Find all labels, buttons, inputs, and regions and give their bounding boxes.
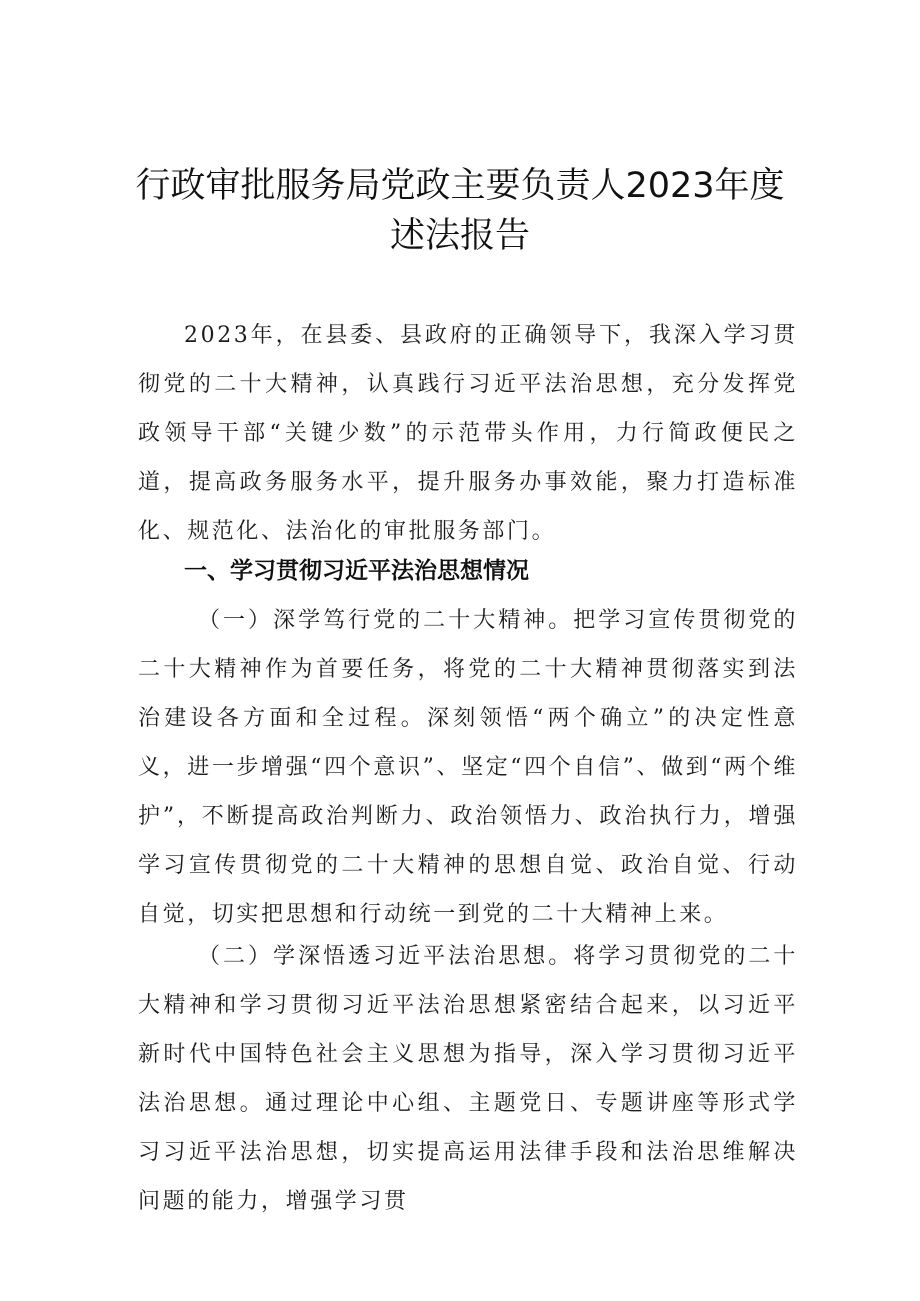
section-1-heading: 一、学习贯彻习近平法治思想情况 [184, 558, 529, 584]
section-1-item-2-paragraph: （二）学深悟透习近平法治思想。将学习贯彻党的二十大精神和学习贯彻习近平法治思想紧密结合起来，以习近平新时代中国特色社会主义思想为指导，深入学习贯彻习近平法治思想。通过理论中心组、主题党日、专题讲座等形式学习习近平法治思想，切实提高运用法律手段和法治思维解决问题的能力，增强学习贯 [138, 944, 798, 1214]
document-title-line-1: 行政审批服务局党政主要负责人2023年度 [135, 166, 785, 206]
section-1-item-1-paragraph: （一）深学笃行党的二十大精神。把学习宣传贯彻党的二十大精神作为首要任务，将党的二十大精神贯彻落实到法治建设各方面和全过程。深刻领悟“两个确立”的决定性意义，进一步增强“四个意识”、坚定“四个自信”、做到“两个维护”，不断提高政治判断力、政治领悟力、政治执行力，增强学习宣传贯彻党的二十大精神的思想自觉、政治自觉、行动自觉，切实把思想和行动统一到党的二十大精神上来。 [138, 608, 798, 927]
intro-paragraph: 2023年，在县委、县政府的正确领导下，我深入学习贯彻党的二十大精神，认真践行习近平法治思想，充分发挥党政领导干部“关键少数”的示范带头作用，力行简政便民之道，提高政务服务水平，提升服务办事效能，聚力打造标准化、规范化、法治化的审批服务部门。 [138, 323, 798, 544]
document-title-line-2: 述法报告 [389, 216, 530, 256]
